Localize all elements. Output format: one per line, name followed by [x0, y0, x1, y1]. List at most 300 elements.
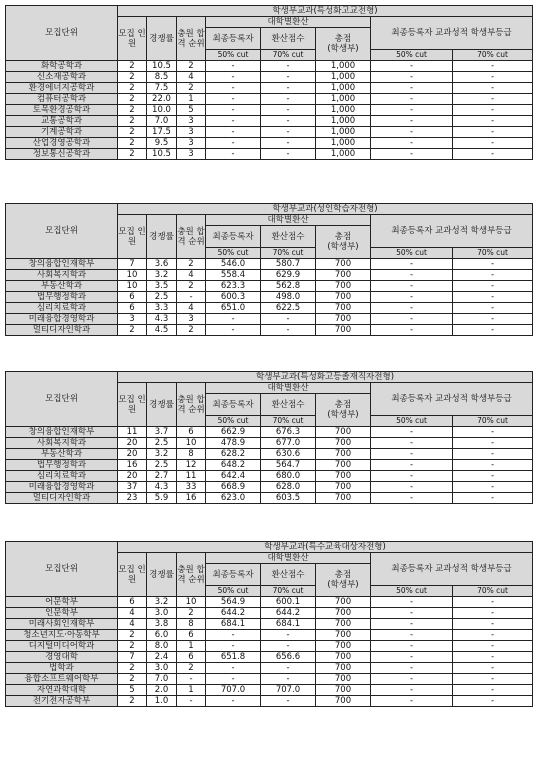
score-cut50: -: [206, 116, 261, 127]
grade-cut70: -: [453, 438, 533, 449]
total-score: 700: [316, 460, 371, 471]
grade-cut70: -: [453, 696, 533, 707]
header-total-label: 총점: [334, 232, 352, 242]
grade-cut70: -: [453, 460, 533, 471]
score-cut70: -: [261, 674, 316, 685]
table-row: [6, 482, 533, 493]
table-row: [6, 471, 533, 482]
table-row: [6, 493, 533, 504]
grade-cut50: -: [371, 460, 453, 471]
table-row: [6, 72, 533, 83]
competition-rate: 10.0: [147, 105, 177, 116]
total-score: 700: [316, 641, 371, 652]
grade-cut70: -: [453, 471, 533, 482]
header-cut70: 70% cut: [261, 248, 316, 259]
competition-rate: 5.9: [147, 493, 177, 504]
competition-rate: 2.5: [147, 292, 177, 303]
unit-name: 창의융합인재학부: [6, 427, 118, 438]
quota: 23: [118, 493, 147, 504]
table-row: [6, 449, 533, 460]
table-row: [6, 270, 533, 281]
score-cut70: 680.0: [261, 471, 316, 482]
score-cut50: 651.0: [206, 303, 261, 314]
header-total-label: 총점: [334, 570, 352, 580]
grade-cut70: -: [453, 116, 533, 127]
header-grade-group: 최종등록자 교과성적 학생부등급: [371, 553, 533, 586]
waitlist-rank: 3: [177, 127, 206, 138]
header-quota: 모집 인원: [118, 17, 147, 61]
waitlist-rank: 10: [177, 438, 206, 449]
header-total-label: 총점: [334, 34, 352, 44]
section-table-3: [5, 371, 533, 504]
quota: 6: [118, 597, 147, 608]
quota: 2: [118, 325, 147, 336]
score-cut50: 628.2: [206, 449, 261, 460]
grade-cut50: -: [371, 427, 453, 438]
quota: 2: [118, 72, 147, 83]
quota: 2: [118, 116, 147, 127]
quota: 2: [118, 105, 147, 116]
unit-name: 심리치료학과: [6, 471, 118, 482]
competition-rate: 8.0: [147, 641, 177, 652]
unit-name: 인문학부: [6, 608, 118, 619]
header-converted-score: 환산점수: [261, 226, 316, 248]
competition-rate: 3.2: [147, 270, 177, 281]
waitlist-rank: 3: [177, 116, 206, 127]
total-score: 1,000: [316, 72, 371, 83]
table-row: [6, 597, 533, 608]
score-cut70: -: [261, 138, 316, 149]
grade-cut70: -: [453, 493, 533, 504]
total-score: 700: [316, 325, 371, 336]
total-score: 700: [316, 471, 371, 482]
waitlist-rank: 6: [177, 630, 206, 641]
header-converted-score: 환산점수: [261, 28, 316, 50]
score-cut70: -: [261, 663, 316, 674]
unit-name: 청소년지도·아동학부: [6, 630, 118, 641]
waitlist-rank: -: [177, 696, 206, 707]
header-unit: 모집단위: [6, 372, 118, 427]
competition-rate: 7.0: [147, 116, 177, 127]
waitlist-rank: 12: [177, 460, 206, 471]
table-row: [6, 281, 533, 292]
header-converted-score: 환산점수: [261, 564, 316, 586]
score-cut50: 644.2: [206, 608, 261, 619]
total-score: 700: [316, 630, 371, 641]
unit-name: 어문학부: [6, 597, 118, 608]
competition-rate: 17.5: [147, 127, 177, 138]
score-cut50: -: [206, 127, 261, 138]
unit-name: 신소재공학과: [6, 72, 118, 83]
header-grade-cut70: 70% cut: [453, 586, 533, 597]
score-cut70: -: [261, 116, 316, 127]
competition-rate: 7.5: [147, 83, 177, 94]
header-univ-score: 대학별환산: [206, 215, 371, 226]
header-grade-group: 최종등록자 교과성적 학생부등급: [371, 215, 533, 248]
grade-cut70: -: [453, 608, 533, 619]
grade-cut50: -: [371, 325, 453, 336]
grade-cut70: -: [453, 325, 533, 336]
header-grade-cut50: 50% cut: [371, 416, 453, 427]
total-score: 700: [316, 663, 371, 674]
header-grade-cut70: 70% cut: [453, 50, 533, 61]
waitlist-rank: 6: [177, 652, 206, 663]
competition-rate: 9.5: [147, 138, 177, 149]
header-unit: 모집단위: [6, 204, 118, 259]
quota: 2: [118, 663, 147, 674]
table-row: [6, 61, 533, 72]
score-cut50: -: [206, 72, 261, 83]
competition-rate: 10.5: [147, 61, 177, 72]
table-row: [6, 325, 533, 336]
score-cut70: 622.5: [261, 303, 316, 314]
unit-name: 자연과학대학: [6, 685, 118, 696]
score-cut50: 623.3: [206, 281, 261, 292]
competition-rate: 3.6: [147, 259, 177, 270]
total-score: 700: [316, 438, 371, 449]
score-cut70: -: [261, 127, 316, 138]
table-row: [6, 685, 533, 696]
quota: 2: [118, 83, 147, 94]
unit-name: 교통공학과: [6, 116, 118, 127]
grade-cut70: -: [453, 597, 533, 608]
score-cut50: -: [206, 696, 261, 707]
table-row: [6, 652, 533, 663]
header-total-sub: (학생부): [327, 580, 359, 590]
quota: 10: [118, 270, 147, 281]
grade-cut70: -: [453, 149, 533, 160]
competition-rate: 22.0: [147, 94, 177, 105]
unit-name: 융합소프트웨어학부: [6, 674, 118, 685]
total-score: 1,000: [316, 149, 371, 160]
quota: 2: [118, 696, 147, 707]
competition-rate: 8.5: [147, 72, 177, 83]
grade-cut50: -: [371, 116, 453, 127]
total-score: 1,000: [316, 138, 371, 149]
waitlist-rank: 6: [177, 427, 206, 438]
grade-cut50: -: [371, 608, 453, 619]
table-row: [6, 438, 533, 449]
score-cut50: -: [206, 674, 261, 685]
grade-cut50: -: [371, 471, 453, 482]
grade-cut50: -: [371, 597, 453, 608]
score-cut50: 684.1: [206, 619, 261, 630]
unit-name: 창의융합인재학부: [6, 259, 118, 270]
quota: 2: [118, 674, 147, 685]
grade-cut50: -: [371, 259, 453, 270]
section-table-2: [5, 203, 533, 336]
unit-name: 심리치료학과: [6, 303, 118, 314]
score-cut50: -: [206, 663, 261, 674]
grade-cut50: -: [371, 696, 453, 707]
table-row: [6, 116, 533, 127]
waitlist-rank: -: [177, 292, 206, 303]
competition-rate: 2.7: [147, 471, 177, 482]
grade-cut50: -: [371, 685, 453, 696]
waitlist-rank: 4: [177, 270, 206, 281]
competition-rate: 4.3: [147, 314, 177, 325]
grade-cut70: -: [453, 663, 533, 674]
header-cut50: 50% cut: [206, 248, 261, 259]
competition-rate: 3.5: [147, 281, 177, 292]
unit-name: 법무행정학과: [6, 460, 118, 471]
header-total-label: 총점: [334, 400, 352, 410]
competition-rate: 1.0: [147, 696, 177, 707]
grade-cut50: -: [371, 127, 453, 138]
competition-rate: 3.0: [147, 608, 177, 619]
header-waitlist: 충원 합격 순위: [177, 383, 206, 427]
header-cut50: 50% cut: [206, 586, 261, 597]
grade-cut70: -: [453, 449, 533, 460]
unit-name: 기계공학과: [6, 127, 118, 138]
score-cut70: 498.0: [261, 292, 316, 303]
unit-name: 멀티디자인학과: [6, 493, 118, 504]
grade-cut70: -: [453, 630, 533, 641]
header-total-sub: (학생부): [327, 410, 359, 420]
waitlist-rank: 2: [177, 325, 206, 336]
unit-name: 화학공학과: [6, 61, 118, 72]
total-score: 700: [316, 482, 371, 493]
score-cut70: 630.6: [261, 449, 316, 460]
grade-cut50: -: [371, 292, 453, 303]
quota: 3: [118, 314, 147, 325]
grade-cut70: -: [453, 270, 533, 281]
quota: 2: [118, 61, 147, 72]
table-row: [6, 641, 533, 652]
score-cut50: -: [206, 149, 261, 160]
total-score: 1,000: [316, 83, 371, 94]
waitlist-rank: 2: [177, 83, 206, 94]
header-grade-cut70: 70% cut: [453, 248, 533, 259]
quota: 6: [118, 292, 147, 303]
table-row: [6, 663, 533, 674]
waitlist-rank: 8: [177, 449, 206, 460]
unit-name: 정보통신공학과: [6, 149, 118, 160]
grade-cut70: -: [453, 127, 533, 138]
grade-cut50: -: [371, 72, 453, 83]
header-total: [316, 28, 371, 61]
total-score: 700: [316, 696, 371, 707]
header-grade-group: 최종등록자 교과성적 학생부등급: [371, 17, 533, 50]
total-score: 700: [316, 608, 371, 619]
competition-rate: 3.2: [147, 449, 177, 460]
header-grade-cut50: 50% cut: [371, 586, 453, 597]
score-cut50: -: [206, 83, 261, 94]
total-score: 700: [316, 619, 371, 630]
unit-name: 토목환경공학과: [6, 105, 118, 116]
score-cut70: 644.2: [261, 608, 316, 619]
waitlist-rank: 1: [177, 641, 206, 652]
header-final-registrant: 최종등록자: [206, 394, 261, 416]
quota: 2: [118, 94, 147, 105]
header-grade-group: 최종등록자 교과성적 학생부등급: [371, 383, 533, 416]
header-competition: 경쟁률: [147, 553, 177, 597]
grade-cut50: -: [371, 641, 453, 652]
grade-cut70: -: [453, 259, 533, 270]
total-score: 1,000: [316, 127, 371, 138]
header-waitlist: 충원 합격 순위: [177, 17, 206, 61]
waitlist-rank: 2: [177, 608, 206, 619]
grade-cut50: -: [371, 314, 453, 325]
unit-name: 부동산학과: [6, 281, 118, 292]
unit-name: 법학과: [6, 663, 118, 674]
score-cut70: 564.7: [261, 460, 316, 471]
score-cut70: 707.0: [261, 685, 316, 696]
grade-cut70: -: [453, 138, 533, 149]
header-unit: 모집단위: [6, 6, 118, 61]
score-cut70: -: [261, 314, 316, 325]
grade-cut50: -: [371, 138, 453, 149]
competition-rate: 3.8: [147, 619, 177, 630]
header-quota: 모집 인원: [118, 553, 147, 597]
header-total: [316, 564, 371, 597]
header-final-registrant: 최종등록자: [206, 28, 261, 50]
grade-cut50: -: [371, 94, 453, 105]
quota: 16: [118, 460, 147, 471]
quota: 2: [118, 138, 147, 149]
score-cut50: 600.3: [206, 292, 261, 303]
grade-cut70: -: [453, 685, 533, 696]
waitlist-rank: 16: [177, 493, 206, 504]
score-cut70: -: [261, 83, 316, 94]
unit-name: 환경에너지공학과: [6, 83, 118, 94]
score-cut70: 580.7: [261, 259, 316, 270]
table-row: [6, 259, 533, 270]
quota: 20: [118, 438, 147, 449]
competition-rate: 4.5: [147, 325, 177, 336]
header-waitlist: 충원 합격 순위: [177, 215, 206, 259]
total-score: 700: [316, 281, 371, 292]
total-score: 700: [316, 259, 371, 270]
grade-cut50: -: [371, 663, 453, 674]
score-cut50: 564.9: [206, 597, 261, 608]
score-cut50: -: [206, 105, 261, 116]
header-grade-cut70: 70% cut: [453, 416, 533, 427]
total-score: 700: [316, 314, 371, 325]
score-cut70: 600.1: [261, 597, 316, 608]
score-cut50: 668.9: [206, 482, 261, 493]
waitlist-rank: -: [177, 674, 206, 685]
quota: 5: [118, 685, 147, 696]
score-cut70: -: [261, 61, 316, 72]
waitlist-rank: 1: [177, 685, 206, 696]
score-cut50: -: [206, 314, 261, 325]
table-row: [6, 127, 533, 138]
score-cut70: 603.5: [261, 493, 316, 504]
waitlist-rank: 1: [177, 94, 206, 105]
table-row: [6, 619, 533, 630]
header-univ-score: 대학별환산: [206, 17, 371, 28]
quota: 2: [118, 127, 147, 138]
header-grade-cut50: 50% cut: [371, 248, 453, 259]
grade-cut70: -: [453, 641, 533, 652]
score-cut50: 642.4: [206, 471, 261, 482]
unit-name: 미래융합경영학과: [6, 482, 118, 493]
competition-rate: 2.0: [147, 685, 177, 696]
total-score: 700: [316, 597, 371, 608]
header-cut70: 70% cut: [261, 416, 316, 427]
competition-rate: 2.4: [147, 652, 177, 663]
table-row: [6, 292, 533, 303]
quota: 37: [118, 482, 147, 493]
score-cut50: 651.8: [206, 652, 261, 663]
header-cut50: 50% cut: [206, 50, 261, 61]
header-converted-score: 환산점수: [261, 394, 316, 416]
waitlist-rank: 2: [177, 61, 206, 72]
header-total: [316, 394, 371, 427]
grade-cut50: -: [371, 281, 453, 292]
waitlist-rank: 3: [177, 138, 206, 149]
section-title: 학생부교과(특수교육대상자전형): [118, 542, 533, 553]
header-cut70: 70% cut: [261, 586, 316, 597]
total-score: 700: [316, 303, 371, 314]
grade-cut70: -: [453, 281, 533, 292]
unit-name: 경영대학: [6, 652, 118, 663]
unit-name: 사회복지학과: [6, 270, 118, 281]
score-cut70: -: [261, 325, 316, 336]
header-cut70: 70% cut: [261, 50, 316, 61]
section-title: 학생부교과(특성화고등졸재직자전형): [118, 372, 533, 383]
score-cut70: -: [261, 94, 316, 105]
grade-cut50: -: [371, 493, 453, 504]
grade-cut70: -: [453, 427, 533, 438]
score-cut50: -: [206, 138, 261, 149]
unit-name: 부동산학과: [6, 449, 118, 460]
header-univ-score: 대학별환산: [206, 553, 371, 564]
waitlist-rank: 5: [177, 105, 206, 116]
header-unit: 모집단위: [6, 542, 118, 597]
unit-name: 미래융합경영학과: [6, 314, 118, 325]
score-cut50: -: [206, 94, 261, 105]
score-cut70: -: [261, 696, 316, 707]
score-cut50: 648.2: [206, 460, 261, 471]
waitlist-rank: 2: [177, 663, 206, 674]
competition-rate: 10.5: [147, 149, 177, 160]
score-cut50: -: [206, 630, 261, 641]
score-cut70: -: [261, 630, 316, 641]
header-total: [316, 226, 371, 259]
grade-cut50: -: [371, 449, 453, 460]
quota: 4: [118, 619, 147, 630]
score-cut70: 629.9: [261, 270, 316, 281]
grade-cut50: -: [371, 630, 453, 641]
quota: 4: [118, 608, 147, 619]
quota: 7: [118, 259, 147, 270]
grade-cut70: -: [453, 303, 533, 314]
competition-rate: 4.3: [147, 482, 177, 493]
section-title: 학생부교과(성인학습자전형): [118, 204, 533, 215]
score-cut70: 676.3: [261, 427, 316, 438]
header-cut50: 50% cut: [206, 416, 261, 427]
unit-name: 멀티디자인학과: [6, 325, 118, 336]
score-cut70: 628.0: [261, 482, 316, 493]
waitlist-rank: 4: [177, 72, 206, 83]
header-quota: 모집 인원: [118, 215, 147, 259]
waitlist-rank: 10: [177, 597, 206, 608]
total-score: 700: [316, 292, 371, 303]
score-cut70: 656.6: [261, 652, 316, 663]
quota: 20: [118, 471, 147, 482]
grade-cut50: -: [371, 83, 453, 94]
total-score: 700: [316, 652, 371, 663]
total-score: 700: [316, 685, 371, 696]
grade-cut50: -: [371, 652, 453, 663]
grade-cut50: -: [371, 619, 453, 630]
competition-rate: 3.0: [147, 663, 177, 674]
table-row: [6, 608, 533, 619]
total-score: 1,000: [316, 116, 371, 127]
header-competition: 경쟁률: [147, 383, 177, 427]
